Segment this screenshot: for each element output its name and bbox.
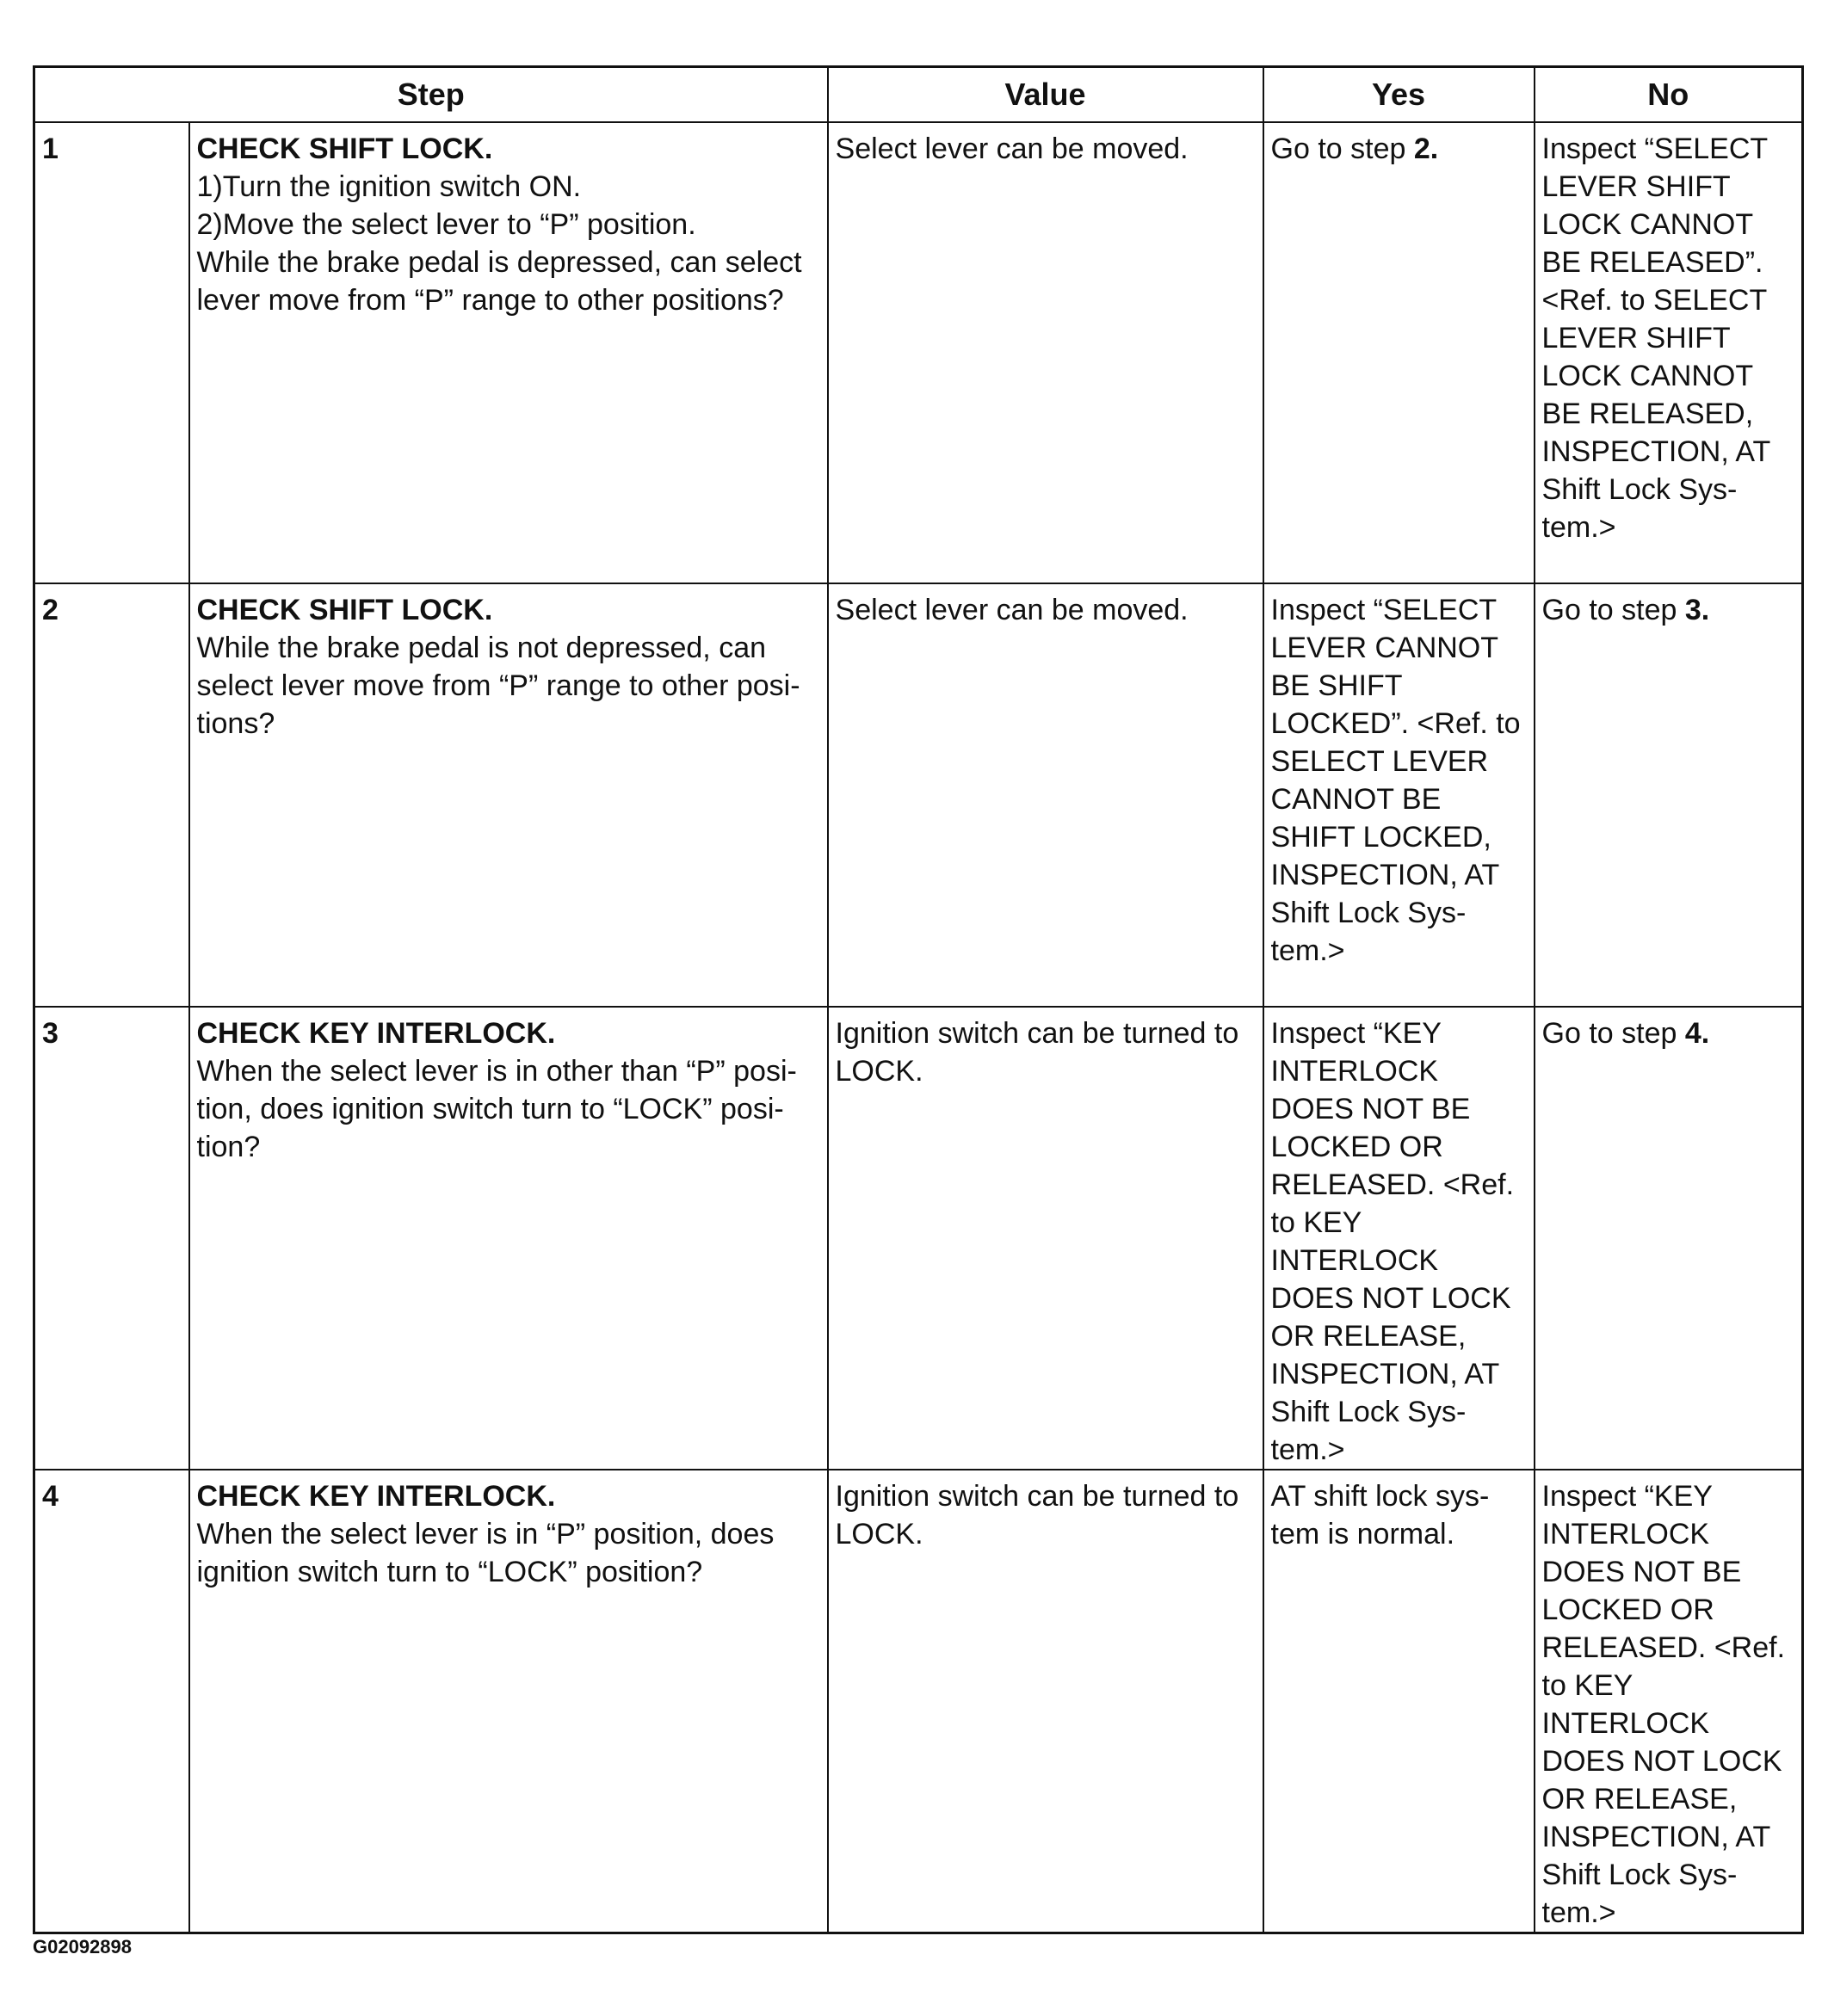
no-cell bbox=[1535, 1470, 1803, 1933]
step-description bbox=[189, 1007, 828, 1470]
table-row bbox=[34, 583, 1803, 1007]
table-row bbox=[34, 122, 1803, 583]
yes-cell bbox=[1263, 1007, 1535, 1470]
step-number: 3 bbox=[34, 1007, 189, 1470]
yes-text: AT shift lock sys-tem is normal. bbox=[1270, 1480, 1490, 1551]
step-number: 2 bbox=[34, 583, 189, 1007]
yes-cell bbox=[1263, 1470, 1535, 1933]
diagnostic-table bbox=[33, 65, 1804, 1934]
no-text: Go to step bbox=[1541, 594, 1685, 626]
no-text: Inspect “SELECT LEVER SHIFT LOCK CANNOT BE RELEASED”. <Ref. to SELECT LEVER SHIFT LOCK CANNOT BE RELEASED, INSPECTION, AT Shift Lock Sys-tem.> bbox=[1541, 133, 1770, 544]
step-description bbox=[189, 122, 828, 583]
yes-text: Go to step bbox=[1270, 133, 1414, 165]
step-line: 1)Turn the ignition switch ON. bbox=[196, 170, 582, 203]
step-line: While the brake pedal is not depressed, can select lever move from “P” range to other posi-tions? bbox=[196, 632, 800, 740]
no-step-ref: 3. bbox=[1684, 594, 1710, 626]
table-row bbox=[34, 1007, 1803, 1470]
step-title: CHECK KEY INTERLOCK. bbox=[196, 1017, 556, 1050]
no-text: Go to step bbox=[1541, 1017, 1685, 1050]
figure-code: G02092898 bbox=[33, 1936, 132, 1957]
no-cell bbox=[1535, 1007, 1803, 1470]
header-step: Step bbox=[34, 67, 828, 123]
yes-cell bbox=[1263, 122, 1535, 583]
step-description bbox=[189, 1470, 828, 1933]
yes-text: Inspect “SELECT LEVER CANNOT BE SHIFT LOCKED”. <Ref. to SELECT LEVER CANNOT BE SHIFT LOCKED, INSPECTION, AT Shift Lock Sys-tem.> bbox=[1270, 594, 1521, 967]
yes-cell bbox=[1263, 583, 1535, 1007]
no-cell bbox=[1535, 583, 1803, 1007]
step-line: When the select lever is in “P” position, does ignition switch turn to “LOCK” position? bbox=[196, 1518, 775, 1588]
step-line: When the select lever is in other than “P” posi-tion, does ignition switch turn to “LOCK” posi-tion? bbox=[196, 1055, 797, 1163]
step-title: CHECK SHIFT LOCK. bbox=[196, 594, 493, 626]
step-line: 2)Move the select lever to “P” position. bbox=[196, 208, 696, 241]
value-cell: Select lever can be moved. bbox=[828, 122, 1263, 583]
value-cell: Select lever can be moved. bbox=[828, 583, 1263, 1007]
yes-text: Inspect “KEY INTERLOCK DOES NOT BE LOCKED OR RELEASED. <Ref. to KEY INTERLOCK DOES NOT LOCK OR RELEASE, INSPECTION, AT Shift Lock Sys-tem.> bbox=[1270, 1017, 1515, 1466]
header-yes: Yes bbox=[1263, 67, 1535, 123]
step-number: 4 bbox=[34, 1470, 189, 1933]
no-step-ref: 4. bbox=[1684, 1017, 1710, 1050]
table-row bbox=[34, 1470, 1803, 1933]
no-text: Inspect “KEY INTERLOCK DOES NOT BE LOCKED OR RELEASED. <Ref. to KEY INTERLOCK DOES NOT LOCK OR RELEASE, INSPECTION, AT Shift Lock Sys-tem.> bbox=[1541, 1480, 1786, 1929]
value-cell: Ignition switch can be turned to LOCK. bbox=[828, 1470, 1263, 1933]
header-no: No bbox=[1535, 67, 1803, 123]
step-title: CHECK SHIFT LOCK. bbox=[196, 133, 493, 165]
step-number: 1 bbox=[34, 122, 189, 583]
header-value: Value bbox=[828, 67, 1263, 123]
step-title: CHECK KEY INTERLOCK. bbox=[196, 1480, 556, 1513]
value-cell: Ignition switch can be turned to LOCK. bbox=[828, 1007, 1263, 1470]
step-description bbox=[189, 583, 828, 1007]
no-cell bbox=[1535, 122, 1803, 583]
yes-step-ref: 2. bbox=[1413, 133, 1439, 165]
step-line: While the brake pedal is depressed, can select lever move from “P” range to other positions? bbox=[196, 246, 802, 317]
header-row bbox=[34, 67, 1803, 123]
